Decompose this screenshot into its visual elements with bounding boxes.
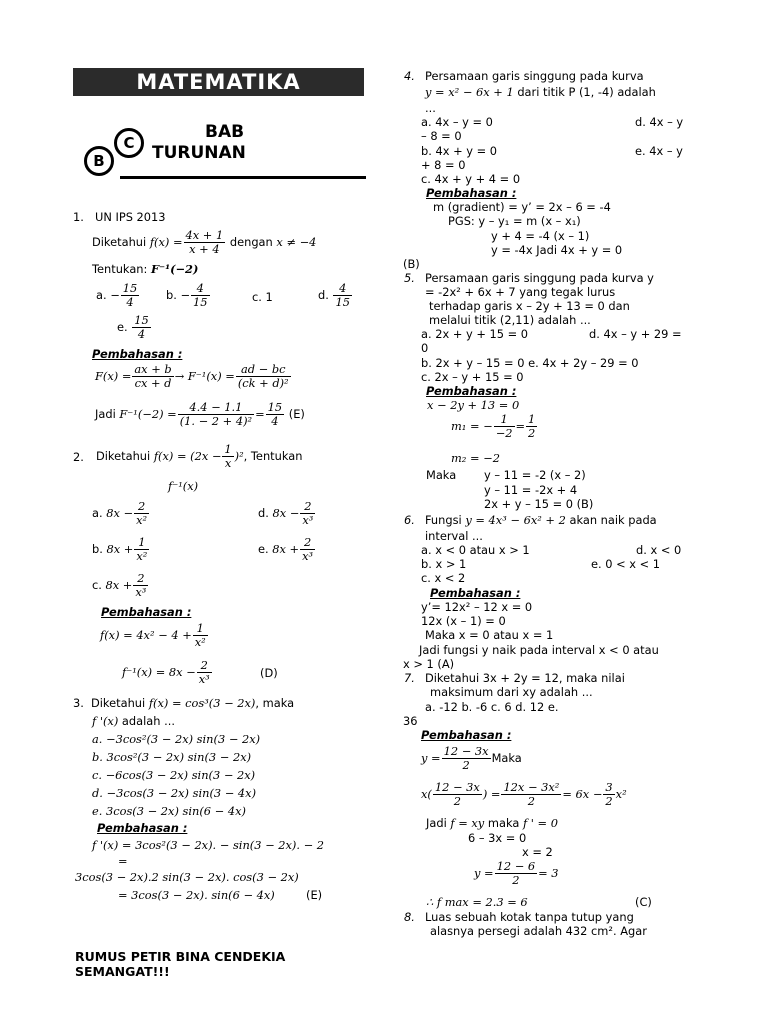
- q1-tentukan: Tentukan:: [92, 262, 148, 276]
- q1-fraction: [184, 229, 226, 256]
- q2-pembahasan: Pembahasan :: [101, 605, 192, 619]
- q7-s2-den2: 2: [527, 794, 536, 808]
- q2-e-label: e.: [258, 542, 269, 556]
- q2-option-c: [92, 572, 149, 599]
- q4-option-d-cont: – 8 = 0: [421, 129, 462, 143]
- q2-d-num: 2: [300, 500, 315, 514]
- chapter-underline: [120, 176, 366, 179]
- q2-s2-num: 2: [197, 659, 212, 673]
- q2-s1-num: 1: [193, 622, 208, 636]
- q2-expr: f(x) = (2x −: [153, 449, 222, 463]
- q2-d-expr: 8x −: [272, 506, 300, 520]
- chapter-label: BAB: [205, 122, 245, 142]
- q5-option-d: d. 4x – y + 29 =: [589, 327, 682, 341]
- logo-circle-c: C: [114, 128, 144, 158]
- q2-a-expr: 8x −: [106, 506, 134, 520]
- q3-statement-2: [92, 714, 175, 728]
- q5-option-a: a. 2x + y + 15 = 0: [421, 327, 529, 341]
- q6-line1: [425, 513, 657, 527]
- q3-option-c: c. −6cos(3 − 2x) sin(3 − 2x): [92, 768, 256, 782]
- q7-fp: f ' = 0: [522, 816, 558, 830]
- q7-step2: [421, 781, 627, 808]
- q7-step1: [421, 745, 522, 772]
- chapter-title: TURUNAN: [152, 143, 246, 163]
- q7-s2-den3: 2: [605, 794, 613, 808]
- q6-pembahasan: Pembahasan :: [430, 586, 521, 600]
- q2-b-label: b.: [92, 542, 103, 556]
- q5-m1-label: m₁ = −: [451, 419, 493, 433]
- q1-eq: =: [255, 407, 265, 421]
- q6-expr: y = 4x³ − 6x² + 2: [465, 513, 566, 527]
- q7-line1: Diketahui 3x + 2y = 12, maka nilai: [425, 671, 625, 685]
- subject-title: MATEMATIKA: [73, 68, 364, 96]
- q7-answer: (C): [635, 895, 652, 909]
- q2-s2: f⁻¹(x) = 8x −: [122, 665, 196, 679]
- q2-expr2: )²: [234, 449, 244, 463]
- q4-step3: y + 4 = -4 (x – 1): [491, 229, 590, 243]
- q5-m1-num2: 1: [528, 412, 536, 426]
- q4-option-a: a. 4x – y = 0: [421, 115, 493, 129]
- q1-option-e: [117, 314, 152, 341]
- q1-opt-b-label: b. −: [166, 288, 191, 302]
- q7-option-e-cont: 36: [403, 714, 418, 728]
- q1-diketahui: Diketahui: [92, 235, 147, 249]
- q8-line2: alasnya persegi adalah 432 cm². Agar: [430, 924, 647, 938]
- q1-opt-d-label: d.: [318, 288, 329, 302]
- q7-step3: [426, 816, 558, 830]
- q5-step4: 2x + y – 15 = 0 (B): [484, 497, 594, 511]
- q7-step4: 6 – 3x = 0: [468, 831, 527, 845]
- q1-ask: [92, 262, 198, 276]
- q1-p2-num: ad − bc: [236, 363, 291, 377]
- q1-p2-den: (ck + d)²: [237, 376, 289, 390]
- q2-fd: x: [224, 456, 232, 470]
- q4-line2: [425, 85, 656, 99]
- q4-line3: ...: [425, 101, 436, 115]
- q1-p1: F(x) =: [95, 369, 132, 383]
- q4-option-c: c. 4x + y + 4 = 0: [421, 172, 521, 186]
- q2-a-den: x²: [136, 513, 148, 527]
- q5-m1-num: 1: [494, 413, 515, 427]
- q7-options: a. -12 b. -6 c. 6 d. 12 e.: [425, 700, 559, 714]
- q5-line1: Persamaan garis singgung pada kurva y: [425, 271, 654, 285]
- q4-option-e-cont: + 8 = 0: [421, 158, 466, 172]
- q2-s2-den: x³: [198, 672, 210, 686]
- q3-step1: f '(x) = 3cos²(3 − 2x). − sin(3 − 2x). − 2: [92, 838, 325, 852]
- q4-step4: y = -4x Jadi 4x + y = 0: [491, 243, 623, 257]
- q6-step2: 12x (x – 1) = 0: [421, 614, 506, 628]
- q3-expr: f(x) = cos³(3 − 2x): [148, 696, 256, 710]
- q7-s3b: = 3: [538, 866, 559, 880]
- q1-frac-num: 4x + 1: [185, 228, 224, 242]
- q2-answer: (D): [260, 666, 278, 680]
- q5-number: 5.: [404, 271, 415, 285]
- q1-opt-e-label: e.: [117, 320, 128, 334]
- q5-step2: y – 11 = -2 (x – 2): [484, 468, 586, 482]
- q7-s2e: x²: [615, 787, 627, 801]
- q7-s2-num2: 12x − 3x²: [503, 780, 560, 794]
- q6-option-b: b. x > 1: [421, 557, 467, 571]
- q4-answer: (B): [403, 257, 420, 271]
- q1-option-b: [166, 282, 211, 309]
- q7-step5: x = 2: [522, 845, 553, 859]
- q1-p1-den: cx + d: [134, 376, 172, 390]
- q1-j2-num: 15: [267, 400, 283, 414]
- q6-naik: akan naik pada: [569, 513, 657, 527]
- q5-m1-den: −2: [495, 426, 513, 440]
- q8-line1: Luas sebuah kotak tanpa tutup yang: [425, 910, 634, 924]
- q1-frac-den: x + 4: [189, 242, 220, 256]
- q2-e-num: 2: [300, 536, 315, 550]
- q1-opt-b-num: 4: [191, 282, 210, 296]
- q1-f: f(x) =: [149, 235, 183, 249]
- footer-line-1: RUMUS PETIR BINA CENDEKIA: [75, 949, 286, 964]
- q6-number: 6.: [404, 513, 415, 527]
- q5-step3: y – 11 = -2x + 4: [484, 483, 578, 497]
- q7-pembahasan: Pembahasan :: [421, 728, 512, 742]
- q8-number: 8.: [404, 910, 415, 924]
- q6-option-e: e. 0 < x < 1: [591, 557, 661, 571]
- q5-m2: m₂ = −2: [451, 451, 500, 465]
- q2-statement: [96, 443, 302, 470]
- q7-maka: maka: [487, 816, 520, 830]
- q4-pembahasan: Pembahasan :: [426, 186, 517, 200]
- q5-line4: melalui titik (2,11) adalah ...: [429, 313, 591, 327]
- q5-line3: terhadap garis x – 2y + 13 = 0 dan: [429, 299, 630, 313]
- q2-option-b: [92, 536, 150, 563]
- q2-b-num: 1: [134, 536, 149, 550]
- q6-step3: Maka x = 0 atau x = 1: [425, 628, 554, 642]
- q5-m1-den2: 2: [528, 426, 536, 440]
- q1-j1: F⁻¹(−2) =: [119, 407, 177, 421]
- q1-option-d: [318, 282, 353, 309]
- q1-opt-a-label: a. −: [96, 288, 120, 302]
- q7-s2c: = 6x −: [562, 787, 603, 801]
- q7-s2b: ) =: [482, 787, 501, 801]
- q6-line2: interval ...: [425, 529, 483, 543]
- q2-b-expr: 8x +: [106, 542, 134, 556]
- q6-fungsi: Fungsi: [425, 513, 462, 527]
- q5-step1: x − 2y + 13 = 0: [427, 398, 520, 412]
- q1-ans: (E): [288, 407, 305, 421]
- q7-step7: ∴ f max = 2.3 = 6: [426, 895, 528, 909]
- q5-option-c: c. 2x – y + 15 = 0: [421, 370, 524, 384]
- q7-s3-den: 2: [512, 873, 520, 887]
- q4-point: dari titik P (1, -4) adalah: [517, 85, 656, 99]
- q1-j2-den: 4: [271, 414, 279, 428]
- q2-d-den: x³: [302, 513, 314, 527]
- q2-step1: [100, 622, 209, 649]
- q1-ask-expr: F⁻¹(−2): [151, 262, 199, 276]
- q1-opt-a-num: 15: [122, 281, 138, 295]
- q1-j1-den: (1. − 2 + 4)²: [179, 414, 253, 428]
- q7-s2-num3: 3: [605, 780, 613, 794]
- q2-b-den: x²: [136, 549, 148, 563]
- q5-pembahasan: Pembahasan :: [426, 384, 517, 398]
- q1-source: UN IPS 2013: [95, 210, 166, 224]
- q2-number: 2.: [73, 450, 84, 464]
- q6-option-d: d. x < 0: [636, 543, 682, 557]
- q4-number: 4.: [404, 69, 415, 83]
- q6-option-a: a. x < 0 atau x > 1: [421, 543, 530, 557]
- q2-s1: f(x) = 4x² − 4 +: [100, 628, 192, 642]
- q3-pembahasan: Pembahasan :: [97, 821, 188, 835]
- q7-s3: y =: [474, 866, 494, 880]
- q1-opt-b-den: 15: [193, 295, 208, 309]
- q2-fn: 1: [224, 442, 232, 456]
- q7-fxy: f = xy: [450, 816, 485, 830]
- q2-a-label: a.: [92, 506, 103, 520]
- footer-line-2: SEMANGAT!!!: [75, 964, 170, 979]
- q4-option-e: e. 4x – y: [635, 144, 683, 158]
- q7-s1-num: 12 − 3x: [443, 744, 489, 758]
- q1-opt-e-den: 4: [137, 327, 146, 341]
- q5-maka: Maka: [426, 468, 457, 482]
- q1-opt-a-den: 4: [126, 295, 134, 309]
- q6-step1: y’= 12x² – 12 x = 0: [421, 600, 533, 614]
- q7-s2a: x(: [421, 787, 432, 801]
- q7-s1-maka: Maka: [491, 751, 522, 765]
- q2-c-num: 2: [133, 572, 148, 586]
- q2-c-den: x³: [135, 585, 147, 599]
- q6-option-c: c. x < 2: [421, 571, 466, 585]
- q2-tentukan: , Tentukan: [243, 449, 303, 463]
- q7-s1-den: 2: [462, 758, 470, 772]
- q3-option-d: d. −3cos(3 − 2x) sin(3 − 4x): [92, 786, 257, 800]
- q2-e-expr: 8x +: [272, 542, 300, 556]
- q2-option-e: [258, 536, 316, 563]
- q3-l2b: adalah ...: [121, 714, 175, 728]
- q7-jadi: Jadi: [426, 816, 447, 830]
- q2-diketahui: Diketahui: [96, 449, 151, 463]
- q1-answer: [95, 401, 305, 428]
- q1-opt-e-num: 15: [134, 313, 149, 327]
- q3-option-e: e. 3cos(3 − 2x) sin(6 − 4x): [92, 804, 246, 818]
- q3-number: 3.: [73, 696, 84, 710]
- q4-curve: y = x² − 6x + 1: [425, 85, 514, 99]
- q3-statement: [91, 696, 294, 710]
- q3-diketahui: Diketahui: [91, 696, 146, 710]
- q3-l2a: f '(x): [92, 714, 119, 728]
- q4-step1: m (gradient) = y’ = 2x – 6 = -4: [433, 200, 611, 214]
- q5-m1: [451, 413, 538, 440]
- footer: [75, 949, 285, 979]
- q4-option-b: b. 4x + y = 0: [421, 144, 498, 158]
- q5-m1-eq: =: [515, 419, 526, 433]
- q1-option-c: c. 1: [252, 290, 273, 304]
- q7-s2-den: 2: [453, 794, 461, 808]
- q1-dengan: dengan: [229, 235, 273, 249]
- q1-formula: [95, 363, 292, 390]
- q7-line2: maksimum dari xy adalah ...: [430, 685, 593, 699]
- q1-opt-d-den: 15: [335, 295, 350, 309]
- q5-option-d-cont: 0: [421, 341, 429, 355]
- q1-cond: x ≠ −4: [276, 235, 317, 249]
- q7-number: 7.: [404, 671, 415, 685]
- q2-d-label: d.: [258, 506, 269, 520]
- q7-step6: [474, 860, 559, 887]
- q3-step4: = 3cos(3 − 2x). sin(6 − 4x): [118, 888, 275, 902]
- q2-ask: f⁻¹(x): [168, 479, 199, 493]
- q1-jadi: Jadi: [95, 407, 116, 421]
- q6-step5: x > 1 (A): [403, 657, 455, 671]
- q1-pembahasan: Pembahasan :: [92, 347, 183, 361]
- q2-s1-den: x²: [194, 635, 206, 649]
- q2-option-a: [92, 500, 150, 527]
- q3-step3: 3cos(3 − 2x).2 sin(3 − 2x). cos(3 − 2x): [75, 870, 299, 884]
- q1-j1-num: 4.4 − 1.1: [178, 401, 254, 415]
- q2-c-label: c.: [92, 578, 102, 592]
- q3-step2: =: [118, 854, 128, 868]
- q3-option-a: a. −3cos²(3 − 2x) sin(3 − 2x): [92, 732, 261, 746]
- q4-option-d: d. 4x – y: [635, 115, 684, 129]
- q5-line2: = -2x² + 6x + 7 yang tegak lurus: [425, 285, 616, 299]
- q3-answer: (E): [306, 888, 323, 902]
- q6-step4: Jadi fungsi y naik pada interval x < 0 atau: [419, 643, 659, 657]
- q1-p1-num: ax + b: [134, 362, 172, 376]
- q2-e-den: x³: [302, 549, 314, 563]
- q2-c-expr: 8x +: [105, 578, 133, 592]
- q4-step2: PGS: y – y₁ = m (x – x₁): [448, 214, 581, 228]
- q1-number: 1.: [73, 210, 84, 224]
- q4-line1: Persamaan garis singgung pada kurva: [425, 69, 644, 83]
- q7-s3-num: 12 − 6: [496, 859, 536, 873]
- q2-option-d: [258, 500, 316, 527]
- q1-statement: [92, 229, 316, 256]
- q1-option-a: [96, 282, 140, 309]
- logo-circle-b: B: [84, 146, 114, 176]
- q3-option-b: b. 3cos²(3 − 2x) sin(3 − 2x): [92, 750, 252, 764]
- q7-s2-num: 12 − 3x: [434, 780, 480, 794]
- q2-step2: [122, 659, 213, 686]
- q7-s1: y =: [421, 751, 441, 765]
- q5-option-b-e: b. 2x + y – 15 = 0 e. 4x + 2y – 29 = 0: [421, 356, 639, 370]
- q1-arrow: → F⁻¹(x) =: [174, 369, 235, 383]
- q1-opt-d-num: 4: [333, 282, 352, 296]
- q2-a-num: 2: [134, 500, 149, 514]
- q3-maka: , maka: [255, 696, 295, 710]
